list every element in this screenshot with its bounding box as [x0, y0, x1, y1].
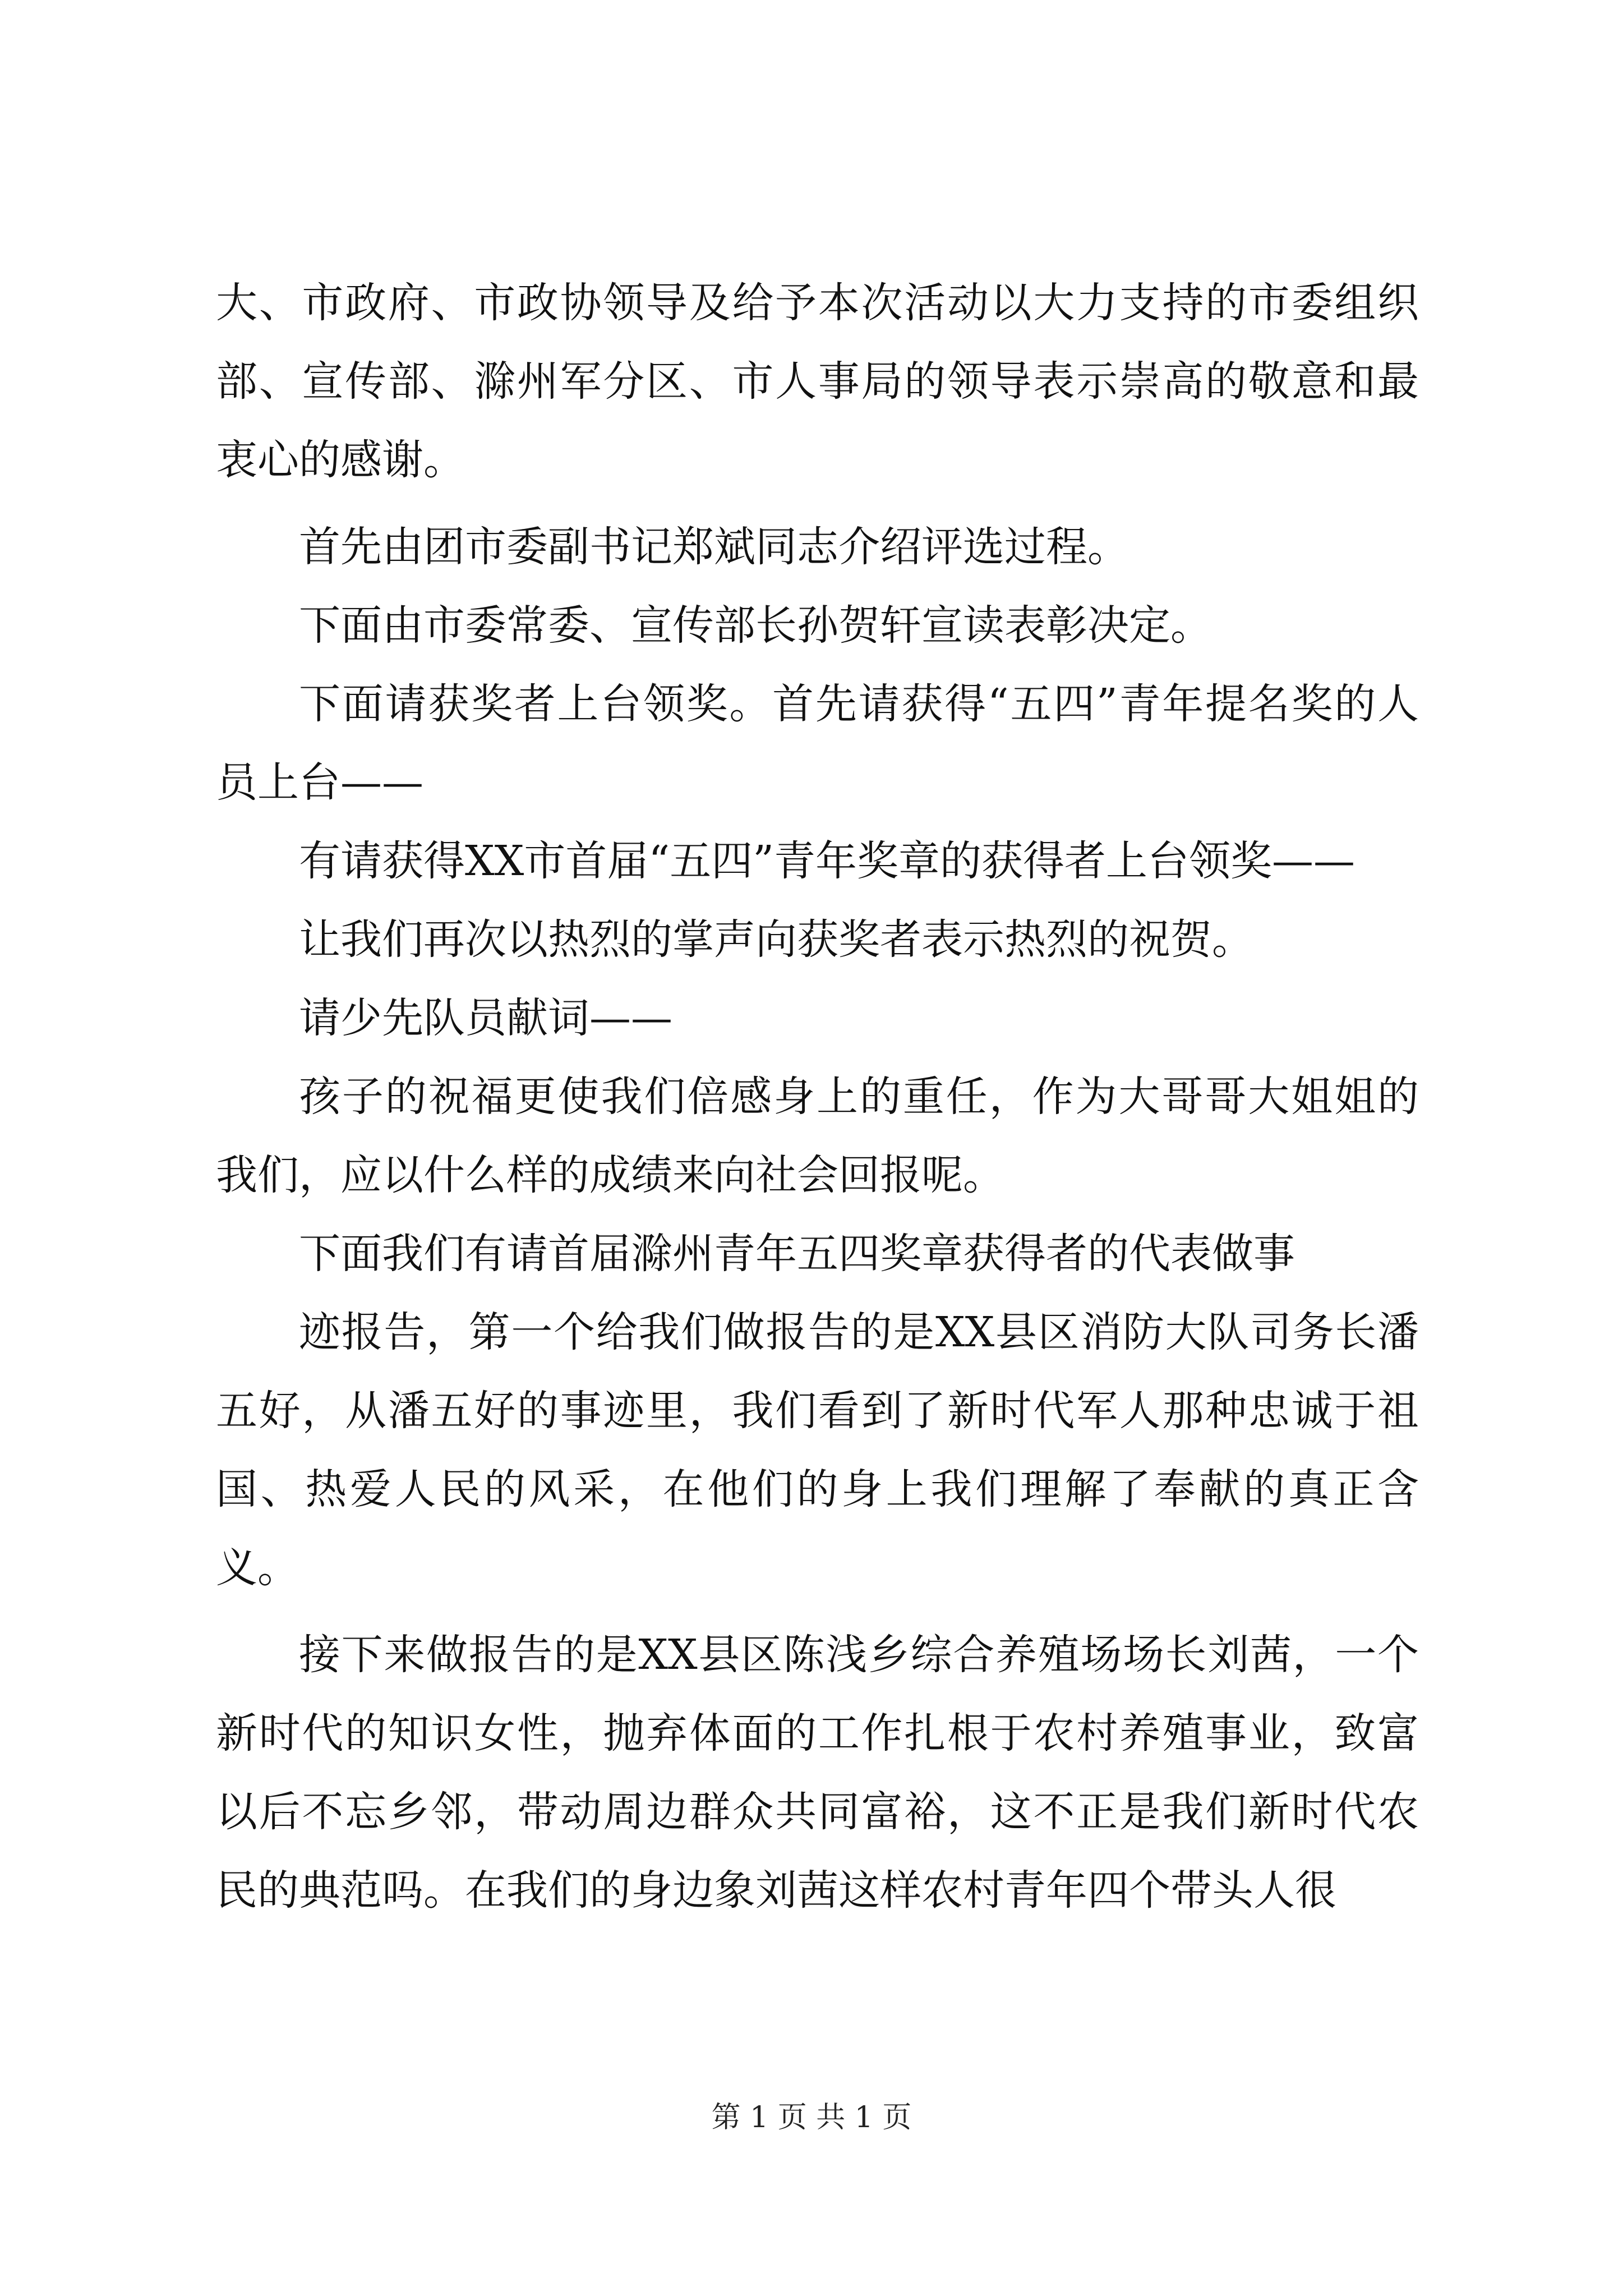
paragraph-1: 大、市政府、市政协领导及给予本次活动以大力支持的市委组织部、宣传部、滁州军分区、市人事局的领导表示崇高的敬意和最衷心的感谢。	[216, 279, 1419, 484]
paragraph-2: 首先由团市委副书记郑斌同志介绍评选过程。	[299, 523, 1129, 571]
paragraph-9: 下面我们有请首届滁州青年五四奖章获得者的代表做事	[299, 1230, 1295, 1278]
paragraph-4: 下面请获奖者上台领奖。首先请获得“五四”青年提名奖的人员上台——	[216, 680, 1419, 807]
page-footer	[0, 2098, 1623, 2137]
paragraph-11: 接下来做报告的是XX县区陈浅乡综合养殖场场长刘茜，一个新时代的知识女性，抛弃体面的工作扎根于农村养殖事业，致富以后不忘乡邻，带动周边群众共同富裕，这不正是我们新时代农民的典范吗。在我们的身边象刘茜这样农村青年四个带头人很	[216, 1631, 1419, 1915]
paragraph-3: 下面由市委常委、宣传部长孙贺轩宣读表彰决定。	[299, 601, 1212, 650]
paragraph-7: 请少先队员献词——	[299, 994, 672, 1042]
document-body	[216, 264, 1419, 1930]
paragraph-8: 孩子的祝福更使我们倍感身上的重任，作为大哥哥大姐姐的我们，应以什么样的成绩来向社会回报呢。	[216, 1073, 1419, 1199]
paragraph-6: 让我们再次以热烈的掌声向获奖者表示热烈的祝贺。	[299, 915, 1253, 964]
page-number-label: 第 1 页 共 1 页	[711, 2101, 912, 2134]
paragraph-5: 有请获得XX市首届“五四”青年奖章的获得者上台领奖——	[299, 837, 1355, 885]
paragraph-10: 迹报告，第一个给我们做报告的是XX县区消防大队司务长潘五好，从潘五好的事迹里，我们看到了新时代军人那种忠诚于祖国、热爱人民的风采，在他们的身上我们理解了奉献的真正含义。	[216, 1308, 1419, 1592]
